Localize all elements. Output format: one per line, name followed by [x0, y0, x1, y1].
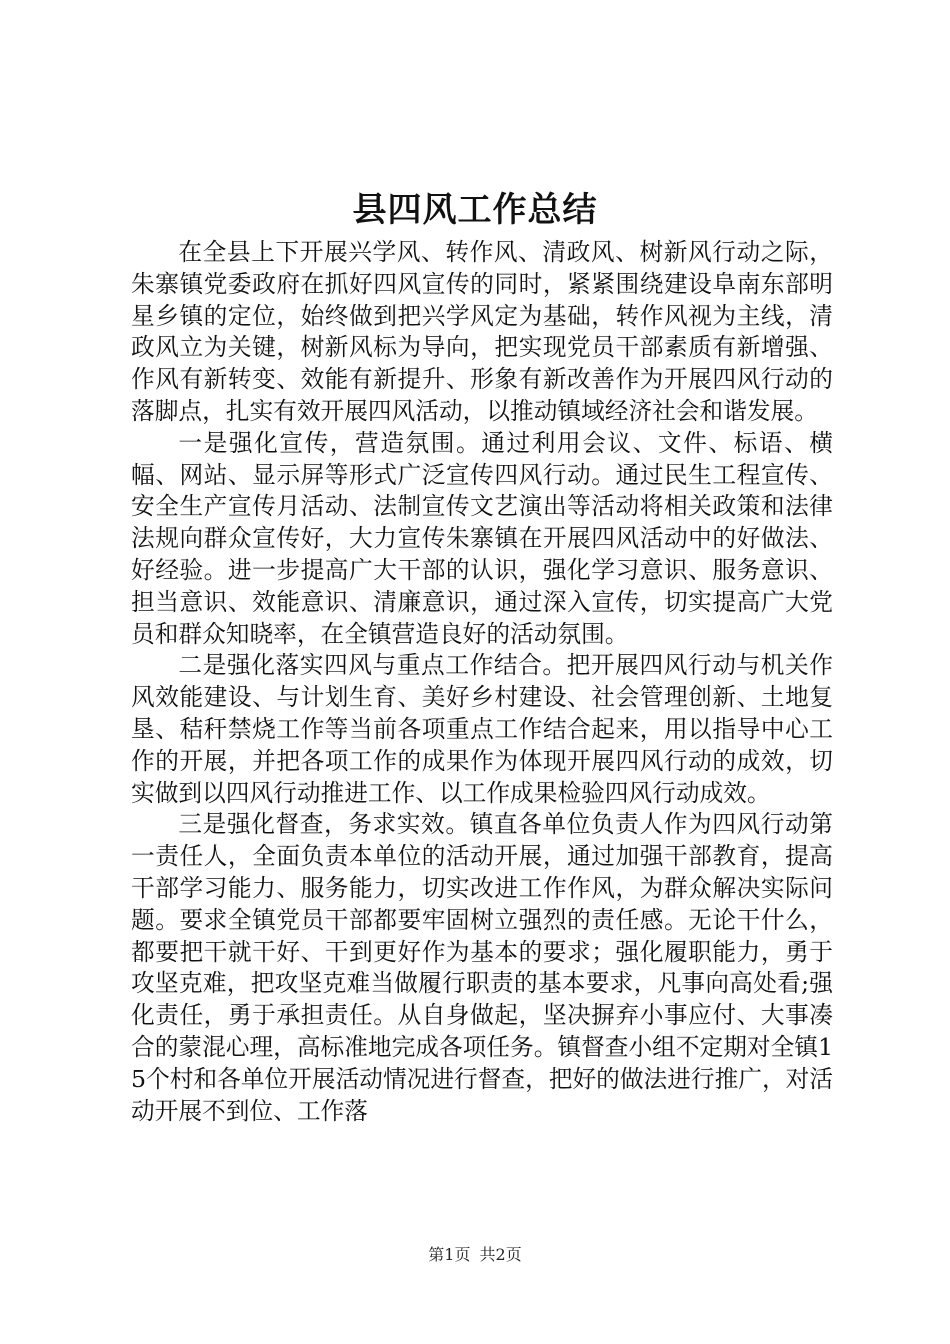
- document-title: 县四风工作总结: [352, 190, 598, 230]
- page-footer: [0, 1244, 950, 1266]
- document-body: [131, 237, 833, 1127]
- page-number: 第1页: [428, 1245, 471, 1264]
- paragraph-supervision: 三是强化督查，务求实效。镇直各单位负责人作为四风行动第一责任人，全面负责本单位的活动开展，通过加强干部教育，提高干部学习能力、服务能力，切实改进工作作风，为群众解决实际问题。要求全镇党员干部都要牢固树立强烈的责任感。无论干什么，都要把干就干好、干到更好作为基本的要求；强化履职能力，勇于攻坚克难，把攻坚克难当做履行职责的基本要求，凡事向高处看;强化责任，勇于承担责任。从自身做起，坚决摒弃小事应付、大事凑合的蒙混心理，高标准地完成各项任务。镇督查小组不定期对全镇15个村和各单位开展活动情况进行督查，把好的做法进行推广，对活动开展不到位、工作落: [131, 810, 834, 1125]
- paragraph-intro: 在全县上下开展兴学风、转作风、清政风、树新风行动之际，朱寨镇党委政府在抓好四风宣传的同时，紧紧围绕建设阜南东部明星乡镇的定位，始终做到把兴学风定为基础，转作风视为主线，清政风立为关键，树新风标为导向，把实现党员干部素质有新增强、作风有新转变、效能有新提升、形象有新改善作为开展四风行动的落脚点，扎实有效开展四风活动，以推动镇域经济社会和谐发展。: [131, 238, 833, 425]
- page-total: 共2页: [479, 1245, 522, 1264]
- paragraph-integration: 二是强化落实四风与重点工作结合。把开展四风行动与机关作风效能建设、与计划生育、美好乡村建设、社会管理创新、土地复垦、秸秆禁烧工作等当前各项重点工作结合起来，用以指导中心工作的开展，并把各项工作的成果作为体现开展四风行动的成效，切实做到以四风行动推进工作、以工作成果检验四风行动成效。: [131, 651, 833, 807]
- paragraph-publicity: 一是强化宣传，营造氛围。通过利用会议、文件、标语、横幅、网站、显示屏等形式广泛宣传四风行动。通过民生工程宣传、安全生产宣传月活动、法制宣传文艺演出等活动将相关政策和法律法规向群众宣传好，大力宣传朱寨镇在开展四风活动中的好做法、好经验。进一步提高广大干部的认识，强化学习意识、服务意识、担当意识、效能意识、清廉意识，通过深入宣传，切实提高广大党员和群众知晓率，在全镇营造良好的活动氛围。: [131, 428, 833, 648]
